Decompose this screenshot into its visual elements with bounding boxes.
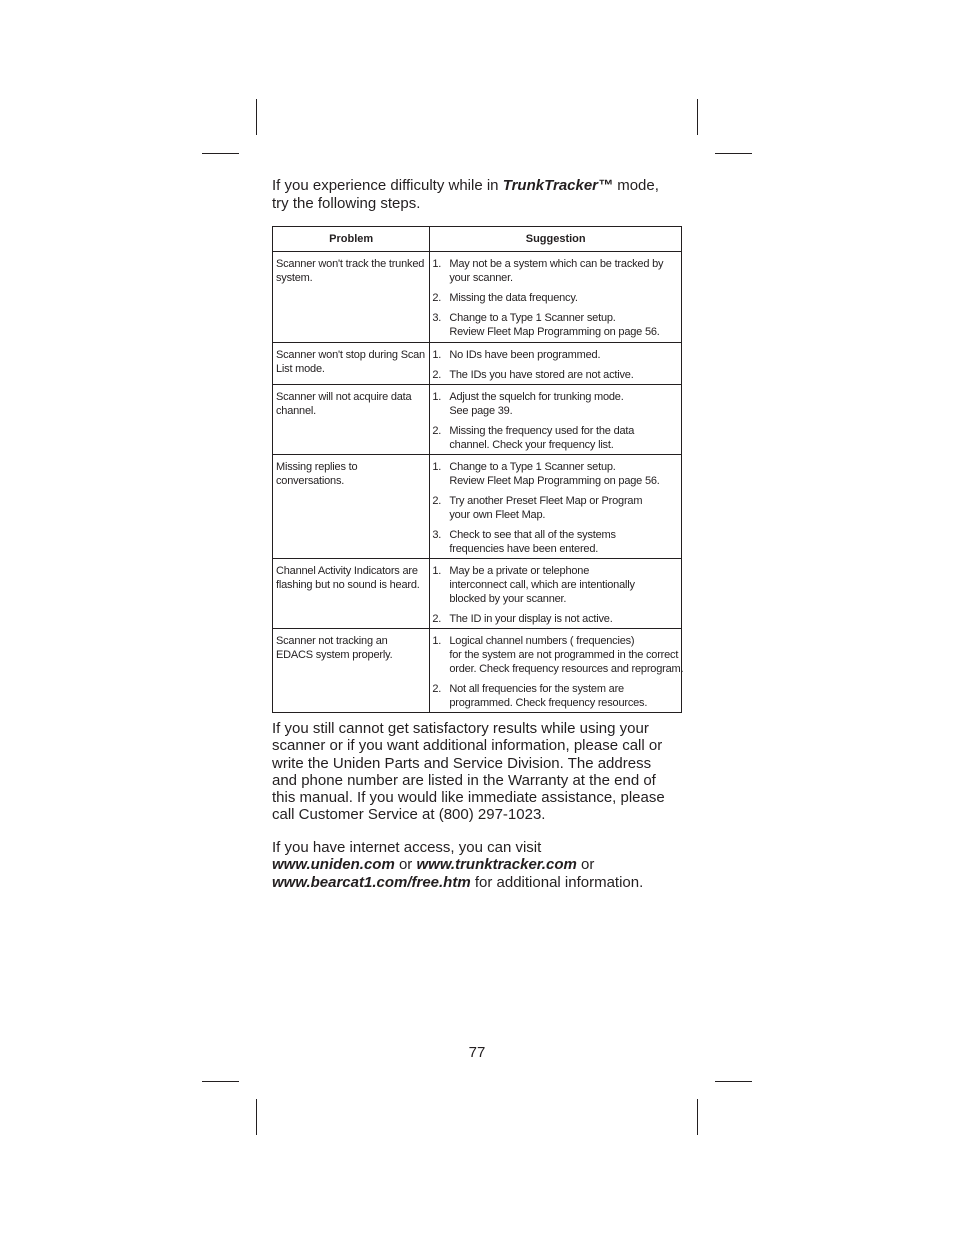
suggestion-list [430,455,681,558]
problem-text: Missing replies to conversations. [276,461,358,487]
table-row [273,252,682,343]
problem-column-header: Problem [273,227,430,252]
suggestion-text [449,494,681,522]
suggestion-cell [430,385,682,455]
suggestion-text [449,257,681,285]
crop-mark-top-left-vertical [256,99,257,135]
trunktracker-website-link[interactable]: www.trunktracker.com [416,856,577,874]
suggestion-text [449,311,681,339]
suggestion-item [430,682,681,710]
suggestion-line: order. Check frequency resources and reprogram. [449,663,684,675]
or-text-1: or [394,856,417,874]
suggestion-line: Check to see that all of the systems [449,529,616,541]
suggestion-column-header: Suggestion [430,227,682,252]
suggestion-cell [430,343,682,385]
suggestion-line: Review Fleet Map Programming on page 56. [449,475,660,487]
suggestion-list [430,559,681,628]
suggestion-item [430,564,681,606]
suggestion-text [449,424,681,452]
suggestion-item [430,528,681,556]
suggestion-number: 3. [432,312,442,324]
suggestion-item [430,494,681,522]
suggestion-text [449,460,681,488]
suggestion-item [430,424,681,452]
problem-cell [273,252,430,343]
problem-cell [273,629,430,713]
support-paragraph [272,720,692,824]
problem-text: Scanner not tracking an EDACS system properly. [276,635,393,661]
table-row [273,455,682,559]
problem-cell [273,455,430,559]
suggestion-number: 2. [432,495,442,507]
suggestion-cell [430,455,682,559]
suggestion-number: 2. [432,292,442,304]
table-row [273,559,682,629]
suggestion-line: Change to a Type 1 Scanner setup. [449,461,616,473]
suggestion-line: Adjust the squelch for trunking mode. [449,391,624,403]
support-paragraph-line: scanner or if you want additional information, please call or [272,737,663,755]
suggestion-line: channel. Check your frequency list. [449,439,614,451]
crop-mark-bottom-left-horizontal [202,1081,239,1082]
crop-mark-top-left-horizontal [202,153,239,154]
suggestion-cell [430,252,682,343]
suggestion-line: Try another Preset Fleet Map or Program [449,495,643,507]
suggestion-text [449,348,681,362]
suggestion-list [430,252,681,342]
suggestion-text [449,390,681,418]
problem-text: Channel Activity Indicators are flashing but no sound is heard. [276,565,420,591]
suggestion-number: 1. [432,349,442,361]
suggestion-line: for the system are not programmed in the correct [449,649,679,661]
suggestion-item [430,460,681,488]
crop-mark-bottom-left-vertical [256,1099,257,1135]
uniden-website-link[interactable]: www.uniden.com [272,856,395,874]
suggestion-line: your scanner. [449,272,513,284]
suggestion-text [449,612,681,626]
suggestion-number: 1. [432,635,442,647]
problem-text: Scanner won't stop during Scan List mode. [276,349,425,375]
suggestion-item [430,311,681,339]
crop-mark-top-right-horizontal [715,153,752,154]
intro-text [272,177,692,212]
crop-mark-bottom-right-horizontal [715,1081,752,1082]
support-paragraph-line: write the Uniden Parts and Service Division. The address [272,754,652,772]
suggestion-line: The IDs you have stored are not active. [449,369,634,381]
support-paragraph-line: call Customer Service at (800) 297-1023. [272,806,546,824]
internet-line-1: If you have internet access, you can visit [272,839,542,856]
support-paragraph-line: and phone number are listed in the Warranty at the end of [272,771,656,789]
problem-text: Scanner will not acquire data channel. [276,391,412,417]
suggestion-cell [430,559,682,629]
intro-brand: TrunkTracker™ [502,177,614,194]
suggestion-number: 2. [432,683,442,695]
problem-cell [273,385,430,455]
suggestion-item [430,634,684,676]
suggestion-line: programmed. Check frequency resources. [449,697,648,709]
suggestion-line: The ID in your display is not active. [449,613,613,625]
table-row [273,343,682,385]
problem-cell [273,559,430,629]
suggestion-line: blocked by your scanner. [449,593,567,605]
problem-text: Scanner won't track the trunked system. [276,258,425,284]
suggestion-text [449,291,681,305]
support-paragraph-line: this manual. If you would like immediate assistance, please [272,789,665,807]
suggestion-line: Change to a Type 1 Scanner setup. [449,312,616,324]
or-text-2: or [576,856,595,874]
suggestion-number: 1. [432,258,442,270]
suggestion-number: 1. [432,461,442,473]
suggestion-item [430,368,681,382]
suggestion-number: 3. [432,529,442,541]
table-row [273,629,682,713]
suggestion-item [430,612,681,626]
internet-tail: for additional information. [470,873,644,891]
suggestion-line: your own Fleet Map. [449,509,546,521]
crop-mark-top-right-vertical [697,99,698,135]
suggestion-list [430,343,681,384]
suggestion-item [430,348,681,362]
suggestion-number: 2. [432,369,442,381]
suggestion-text [449,564,681,606]
suggestion-line: See page 39. [449,405,513,417]
suggestion-line: Review Fleet Map Programming on page 56. [449,326,660,338]
suggestion-number: 1. [432,391,442,403]
support-paragraph-line: If you still cannot get satisfactory results while using your [272,720,649,737]
troubleshooting-table [272,226,682,713]
suggestion-cell [430,629,682,713]
page-number: 77 [468,1044,486,1061]
suggestion-text [449,368,681,382]
crop-mark-bottom-right-vertical [697,1099,698,1135]
intro-prefix: If you experience difficulty while in [272,177,503,194]
suggestion-line: No IDs have been programmed. [449,349,601,361]
internet-paragraph [272,839,692,891]
suggestion-line: frequencies have been entered. [449,543,599,555]
suggestion-line: May not be a system which can be tracked by [449,258,664,270]
table-header-row [273,227,682,252]
suggestion-line: interconnect call, which are intentionally [449,579,635,591]
suggestion-number: 1. [432,565,442,577]
suggestion-list [430,385,681,454]
suggestion-line: Missing the frequency used for the data [449,425,635,437]
bearcat-website-link[interactable]: www.bearcat1.com/free.htm [272,873,471,891]
suggestion-list [430,629,684,712]
suggestion-line: May be a private or telephone [449,565,590,577]
suggestion-line: Logical channel numbers ( frequencies) [449,635,635,647]
intro-suffix: mode, [613,177,659,194]
suggestion-line: Missing the data frequency. [449,292,578,304]
suggestion-text [449,634,686,676]
table-body [273,252,682,713]
suggestion-item [430,291,681,305]
suggestion-item [430,390,681,418]
suggestion-number: 2. [432,425,442,437]
suggestion-text [449,682,681,710]
intro-line-2: try the following steps. [272,194,421,212]
suggestion-text [449,528,681,556]
suggestion-item [430,257,681,285]
table-row [273,385,682,455]
suggestion-line: Not all frequencies for the system are [449,683,624,695]
problem-cell [273,343,430,385]
suggestion-number: 2. [432,613,442,625]
